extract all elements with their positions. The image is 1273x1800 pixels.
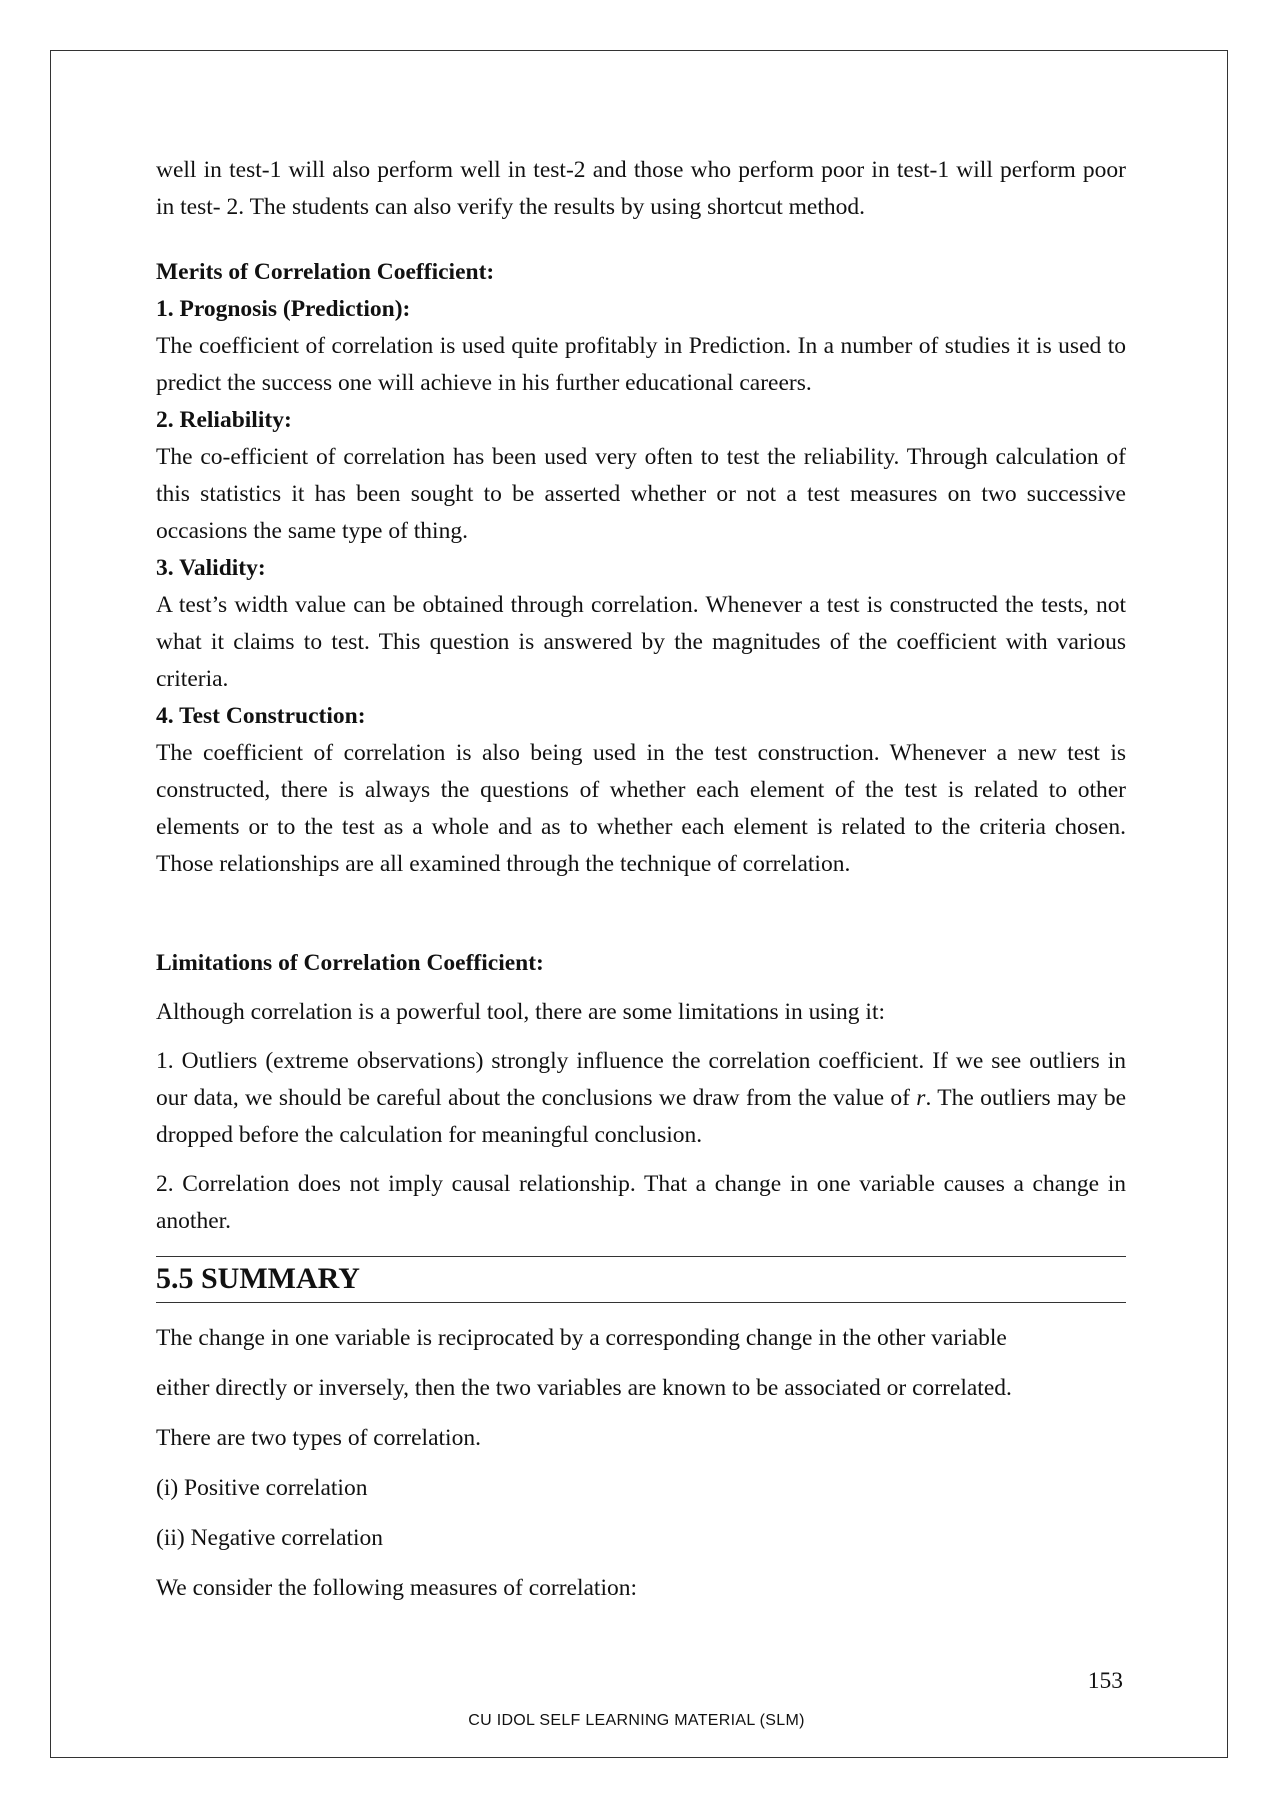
limitation-point-outliers-after: . The outliers may be dropped before the calculation for meaningful conclusion. [156,1085,1126,1148]
footer-text: CU IDOL SELF LEARNING MATERIAL (SLM) [468,1712,805,1729]
summary-line: The change in one variable is reciprocated by a corresponding change in the other variable [156,1325,1007,1351]
merit-text-test-construction: The coefficient of correlation is also being used in the test construction. Whenever a new test is constructed, there is always the questions of whether each element of the test is related to other elements or to the test as a whole and as to whether each element is related to the criteria chosen. Those relationships are all examined through the technique of correlation. [156,740,1126,877]
merit-title-validity: 3. Validity: [156,555,266,581]
limitation-variable-r: r [916,1085,926,1111]
intro-paragraph: well in test-1 will also perform well in test-2 and those who perform poor in test-1 will perform poor in test- 2. The students can also verify the results by using shortcut method. [156,157,1126,220]
summary-line: either directly or inversely, then the two variables are known to be associated or correlated. [156,1375,1012,1401]
merit-text-prognosis: The coefficient of correlation is used quite profitably in Prediction. In a number of studies it is used to predict the success one will achieve in his further educational careers. [156,333,1126,396]
page-number: 153 [1087,1668,1123,1694]
limitations-heading: Limitations of Correlation Coefficient: [156,950,544,976]
summary-line: (ii) Negative correlation [156,1525,384,1551]
summary-body [156,1313,1126,1613]
merit-title-test-construction: 4. Test Construction: [156,703,366,729]
merits-heading: Merits of Correlation Coefficient: [156,259,495,285]
summary-heading: 5.5 SUMMARY [156,1256,1126,1303]
limitation-point-outliers-before: 1. Outliers (extreme observations) strongly influence the correlation coefficient. If we see outliers in our data, we should be careful about the conclusions we draw from the value of [156,1048,1126,1111]
limitation-point-outliers [156,1043,1126,1154]
limitation-point-causation: 2. Correlation does not imply causal relationship. That a change in one variable causes a change in another. [156,1171,1126,1234]
summary-line: There are two types of correlation. [156,1425,481,1451]
merit-text-validity: A test’s width value can be obtained through correlation. Whenever a test is constructed the tests, not what it claims to test. This question is answered by the magnitudes of the coefficient with various criteria. [156,592,1126,692]
merit-text-reliability: The co-efficient of correlation has been used very often to test the reliability. Through calculation of this statistics it has been sought to be asserted whether or not a test measures on two successive occasions the same type of thing. [156,444,1126,544]
merit-title-reliability: 2. Reliability: [156,407,292,433]
summary-line: We consider the following measures of correlation: [156,1575,638,1601]
page-content [156,152,1126,1613]
limitations-intro: Although correlation is a powerful tool, there are some limitations in using it: [156,999,886,1025]
summary-line: (i) Positive correlation [156,1475,368,1501]
merit-title-prognosis: 1. Prognosis (Prediction): [156,296,411,322]
